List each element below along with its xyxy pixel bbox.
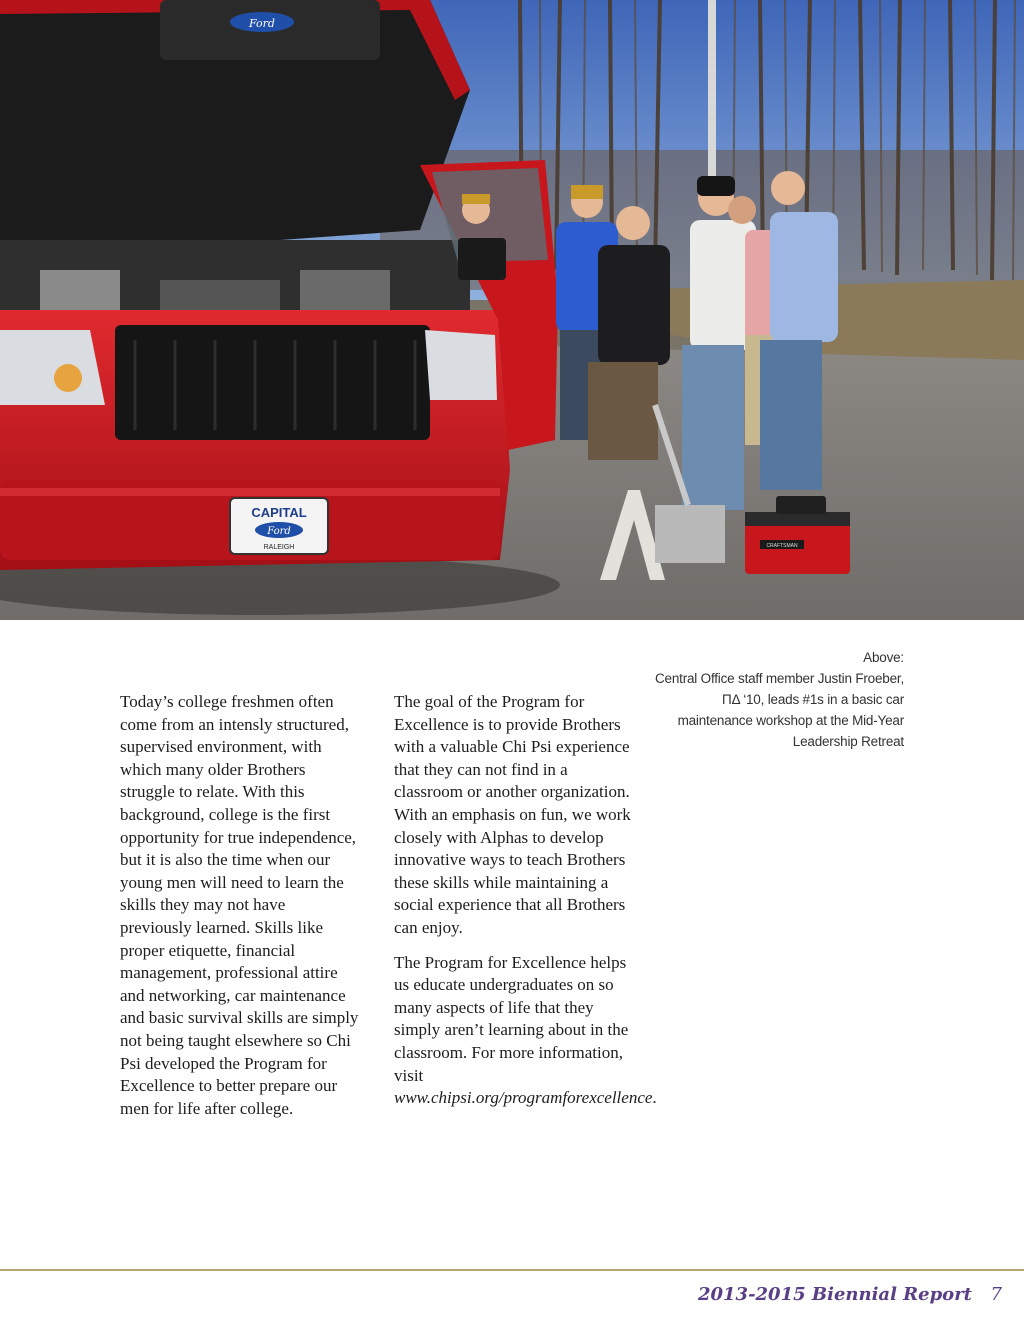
program-website-link[interactable]: www.chipsi.org/programforexcellence	[394, 1088, 653, 1108]
hero-photo	[0, 0, 1024, 620]
truck-scene-illustration	[0, 0, 1024, 620]
plate-bottom-text: RALEIGH	[263, 544, 295, 551]
caption-body: Central Office staff member Justin Froeber, ΠΔ ‘10, leads #1s in a basic car maintenance workshop at the Mid-Year Leadership Retreat	[654, 671, 904, 749]
caption-heading: Above:	[863, 650, 904, 665]
column2-paragraph-2-text: The Program for Excellence helps us educate undergraduates on so many aspects of life that they simply aren’t learning about in the classroom. For more information, visit	[394, 952, 629, 1085]
article-column-1	[120, 691, 360, 1132]
footer-rule	[0, 1269, 1024, 1271]
column2-paragraph-1: The goal of the Program for Excellence is to provide Brothers with a valuable Chi Psi experience that they can not find in a classroom or another organization. With an emphasis on fun, we work closely with Alphas to develop innovative ways to teach Brothers these skills while maintaining a social experience that all Brothers can enjoy.	[394, 692, 631, 937]
page-number: 7	[990, 1284, 1002, 1305]
column2-paragraph-2	[394, 952, 657, 1110]
svg-text:Ford: Ford	[249, 17, 275, 30]
plate-top-text: CAPITAL	[251, 505, 307, 520]
article-column-2	[394, 691, 657, 1122]
footer-report-title: 2013-2015 Biennial Report	[697, 1284, 972, 1305]
column2-paragraph-2-end: .	[652, 1088, 657, 1108]
photo-caption	[654, 647, 904, 752]
column1-paragraph-1: Today’s college freshmen often come from an intensly structured, supervised environment, with which many older Brothers struggle to relate. With this background, college is the first opportunity for true independence, but it is also the time when our young men will need to learn the skills they may not have previously learned. Skills like proper etiquette, financial management, professional attire and networking, car maintenance and basic survival skills are simply not being taught elsewhere so Chi Psi developed the Program for Excellence to better prepare our men for life after college.	[120, 692, 359, 1118]
plate-badge-text: Ford	[267, 526, 291, 537]
toolbox-label: CRAFTSMAN	[766, 543, 798, 549]
